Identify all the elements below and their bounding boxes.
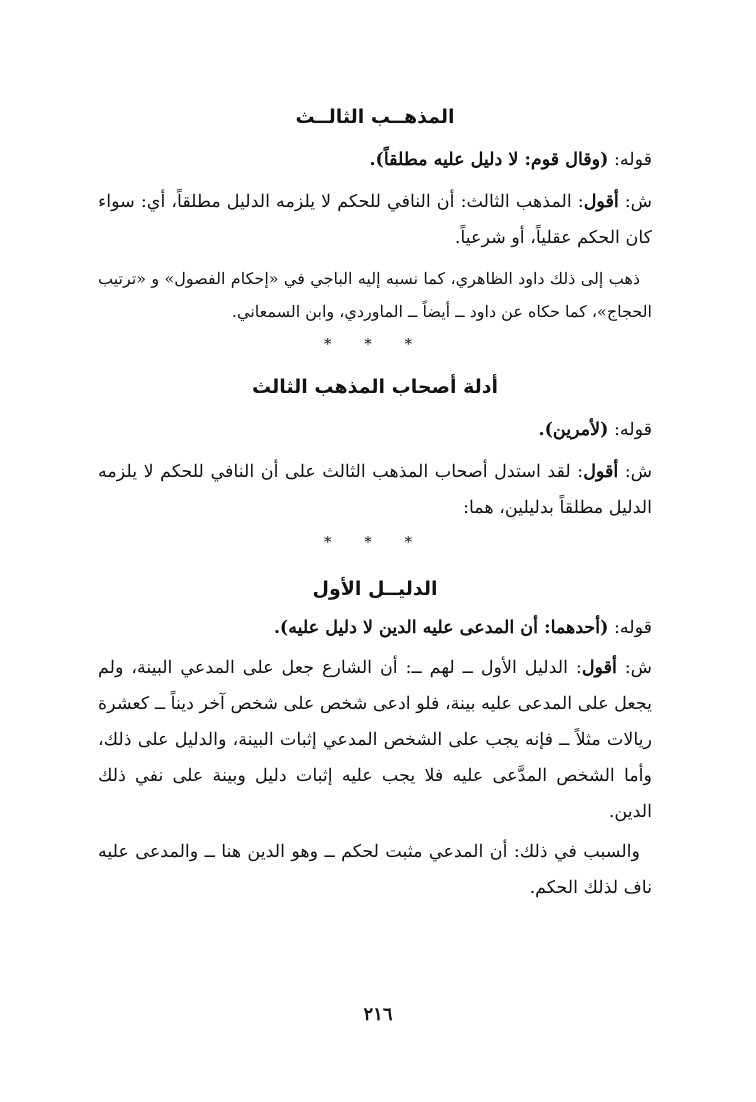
commentary-bold-word: أقول [581, 658, 617, 678]
quote-text: (لأمرين). [538, 420, 609, 440]
quote-line [98, 412, 652, 448]
commentary-prefix: ش: [618, 462, 652, 482]
section-heading-first-evidence: الدليــل الأول [312, 578, 438, 600]
section-divider-stars: * * * [323, 335, 427, 353]
quote-text: (أحدهما: أن المدعى عليه الدين لا دليل عليه). [273, 618, 609, 638]
quote-prefix: قوله: [608, 420, 652, 440]
quote-line [98, 610, 652, 646]
section-divider-stars: * * * [323, 533, 427, 551]
page-number: ٢١٦ [363, 1004, 393, 1025]
commentary-text: : الدليل الأول ــ لهم ــ: أن الشارع جعل على المدعي البينة، ولم يجعل على المدعى عليه بينة، فلو ادعى شخص على شخص آخر ديناً ــ كعشرة ريالات مثلاً ــ فإنه يجب على الشخص المدعي إثبات البينة، والدليل على ذلك، وأما الشخص المدَّعى عليه فلا يجب عليه إثبات دليل وبينة على نفي ذلك الدين. [98, 658, 652, 822]
commentary-paragraph [98, 650, 652, 830]
commentary-prefix: ش: [618, 192, 652, 212]
commentary-bold-word: أقول [583, 192, 619, 212]
commentary-bold-word: أقول [583, 462, 619, 482]
quote-prefix: قوله: [608, 150, 652, 170]
reason-paragraph: والسبب في ذلك: أن المدعي مثبت لحكم ــ وهو الدين هنا ــ والمدعى عليه ناف لذلك الحكم. [98, 842, 652, 898]
quote-line [98, 142, 652, 178]
quote-text: (وقال قوم: لا دليل عليه مطلقاً). [369, 150, 609, 170]
attribution-paragraph: ذهب إلى ذلك داود الظاهري، كما نسبه إليه الباجي في «إحكام الفصول» و «ترتيب الحجاج»، كما حكاه عن داود ــ أيضاً ــ الماوردي، وابن السمعاني. [98, 269, 652, 321]
commentary-text: : المذهب الثالث: أن النافي للحكم لا يلزمه الدليل مطلقاً، أي: سواء كان الحكم عقلياً، أو شرعياً. [98, 192, 652, 248]
commentary-paragraph [98, 184, 652, 256]
quote-prefix: قوله: [608, 618, 652, 638]
section-heading-evidence: أدلة أصحاب المذهب الثالث [252, 376, 498, 398]
section-heading-third-school: المذهــب الثالــث [295, 106, 455, 128]
commentary-prefix: ش: [616, 658, 652, 678]
commentary-paragraph [98, 454, 652, 526]
commentary-text: : لقد استدل أصحاب المذهب الثالث على أن النافي للحكم لا يلزمه الدليل مطلقاً بدليلين، هما: [98, 462, 652, 518]
